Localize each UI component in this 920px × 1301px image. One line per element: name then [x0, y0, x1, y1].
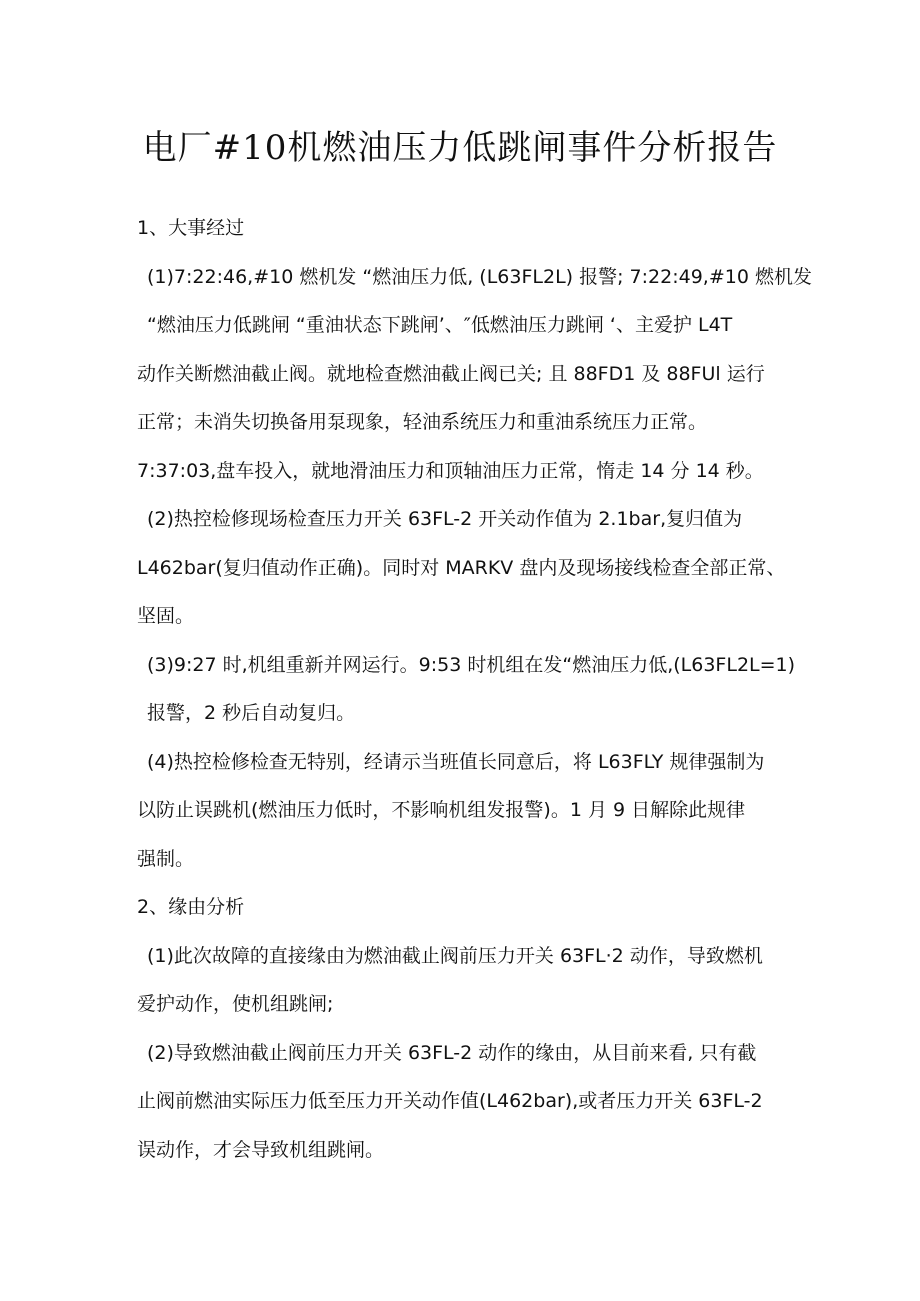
paragraph-line: (1)7:22:46,#10 燃机发 “燃油压力低, (L63FL2L) 报警; 7:22:49,#10 燃机发 [147, 265, 812, 288]
paragraph-line: L462bar(复归值动作正确)。同时对 MARKV 盘内及现场接线检查全部正常、 [137, 556, 786, 579]
paragraph-line: 7:37:03,盘车投入，就地滑油压力和顶轴油压力正常，惰走 14 分 14 秒。 [137, 459, 764, 482]
paragraph-line: (2)导致燃油截止阀前压力开关 63FL-2 动作的缘由，从目前来看, 只有截 [147, 1041, 757, 1064]
paragraph-line: 动作关断燃油截止阀。就地检查燃油截止阀已关; 且 88FD1 及 88FUl 运行 [137, 362, 765, 385]
section-heading-cause-analysis: 2、缘由分析 [137, 896, 245, 918]
paragraph-line: (4)热控检修检查无特别，经请示当班值长同意后，将 L63FLY 规律强制为 [147, 750, 765, 773]
document-title: 电厂#10机燃油压力低跳闸事件分析报告 [142, 128, 778, 168]
paragraph-line: 误动作，才会导致机组跳闸。 [137, 1138, 385, 1161]
paragraph-line: “燃油压力低跳闸 “重油状态下跳闸’、″低燃油压力跳闸 ‘、主爱护 L4T [147, 314, 733, 336]
document-body [137, 204, 812, 1174]
section-heading-events: 1、大事经过 [137, 217, 245, 239]
paragraph-line: 止阀前燃油实际压力低至压力开关动作值(L462bar),或者压力开关 63FL-2 [137, 1090, 763, 1112]
paragraph-line: 爱护动作，使机组跳闸; [137, 993, 334, 1015]
paragraph-line: (3)9:27 时,机组重新并网运行。9:53 时机组在发“燃油压力低,(L63FL2L=1) [147, 653, 796, 676]
paragraph-line: 以防止误跳机(燃油压力低时，不影响机组发报警)。1 月 9 日解除此规律 [137, 799, 746, 821]
paragraph-line: (1)此次故障的直接缘由为燃油截止阀前压力开关 63FL·2 动作，导致燃机 [147, 944, 763, 967]
paragraph-line: 报警，2 秒后自动复归。 [147, 702, 356, 724]
paragraph-line: 正常；未消失切换备用泵现象，轻油系统压力和重油系统压力正常。 [137, 411, 708, 433]
paragraph-line: 强制。 [137, 847, 195, 870]
paragraph-line: 坚固。 [137, 605, 195, 627]
paragraph-line: (2)热控检修现场检查压力开关 63FL-2 开关动作值为 2.1bar,复归值为 [147, 508, 743, 530]
